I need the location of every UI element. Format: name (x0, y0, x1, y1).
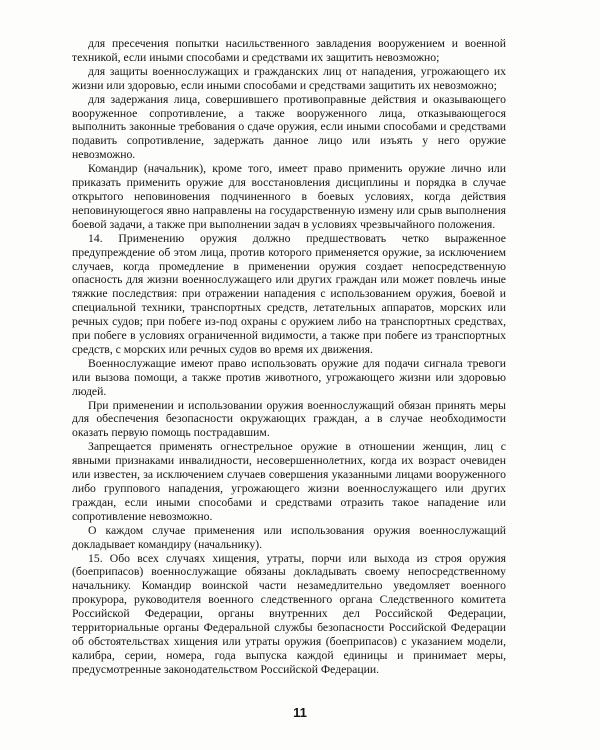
paragraph: О каждом случае применения или использования оружия военнослужащий докладывает командиру (начальнику). (72, 523, 506, 551)
paragraph: Запрещается применять огнестрельное оружие в отношении женщин, лиц с явными признаками инвалидности, несовершеннолетних, когда их возраст очевиден или известен, за исключением случаев совершения указанными лицами вооруженного либо группового нападения, угрожающего жизни военнослужащего или других граждан, если иными способами и средствами отразить такое нападение или сопротивление невозможно. (72, 440, 506, 523)
paragraph: Военнослужащие имеют право использовать оружие для подачи сигнала тревоги или вызова помощи, а также против животного, угрожающего жизни или здоровью людей. (72, 356, 506, 398)
paragraph: Командир (начальник), кроме того, имеет право применить оружие лично или приказать применить оружие для восстановления дисциплины и порядка в случае открытого неповиновения подчиненного в боевых условиях, когда действия неповинующегося явно направлены на государственную измену или срыв выполнения боевой задачи, а также при выполнении задач в условиях чрезвычайного положения. (72, 162, 506, 231)
paragraph: При применении и использовании оружия военнослужащий обязан принять меры для обеспечения безопасности окружающих граждан, а в случае необходимости оказать первую помощь пострадавшим. (72, 398, 506, 440)
paragraph: для пресечения попытки насильственного завладения вооружением и военной техникой, если иными способами и средствами их защитить невозможно; (72, 37, 506, 64)
page-number: 11 (293, 705, 307, 720)
paragraph: 14. Применению оружия должно предшествовать четко выраженное предупреждение об этом лица, против которого применяется оружие, за исключением случаев, когда промедление в применении оружия создает непосредственную опасность для жизни военнослужащего или других граждан или может повлечь иные тяжкие последствия: при отражении нападения с использованием оружия, боевой и специальной техники, транспортных средств, летательных аппаратов, морских или речных судов; при побеге из-под охраны с оружием либо на транспортных средствах, при побеге в условиях ограниченной видимости, а также при побеге из транспортных средств, с морских или речных судов во время их движения. (72, 231, 506, 356)
body-text (72, 37, 506, 677)
paragraph: для защиты военнослужащих и гражданских лиц от нападения, угрожающего их жизни или здоровью, если иными способами и средствами защитить их невозможно; (72, 64, 506, 92)
paragraph: 15. Обо всех случаях хищения, утраты, порчи или выхода из строя оружия (боеприпасов) военнослужащие обязаны докладывать своему непосредственному начальнику. Командир воинской части незамедлительно уведомляет военного прокурора, руководителя военного следственного органа Следственного комитета Российской Федерации, органы внутренних дел Российской Федерации, территориальные органы Федеральной службы безопасности Российской Федерации об обстоятельствах хищения или утраты оружия (боеприпасов) с указанием модели, калибра, серии, номера, года выпуска каждой единицы и принимает меры, предусмотренные законодательством Российской Федерации. (72, 551, 506, 676)
paragraph: для задержания лица, совершившего противоправные действия и оказывающего вооруженное сопротивление, а также вооруженного лица, отказывающегося выполнить законные требования о сдаче оружия, если иными способами и средствами подавить сопротивление, задержать данное лицо или изъять у него оружие невозможно. (72, 92, 506, 162)
